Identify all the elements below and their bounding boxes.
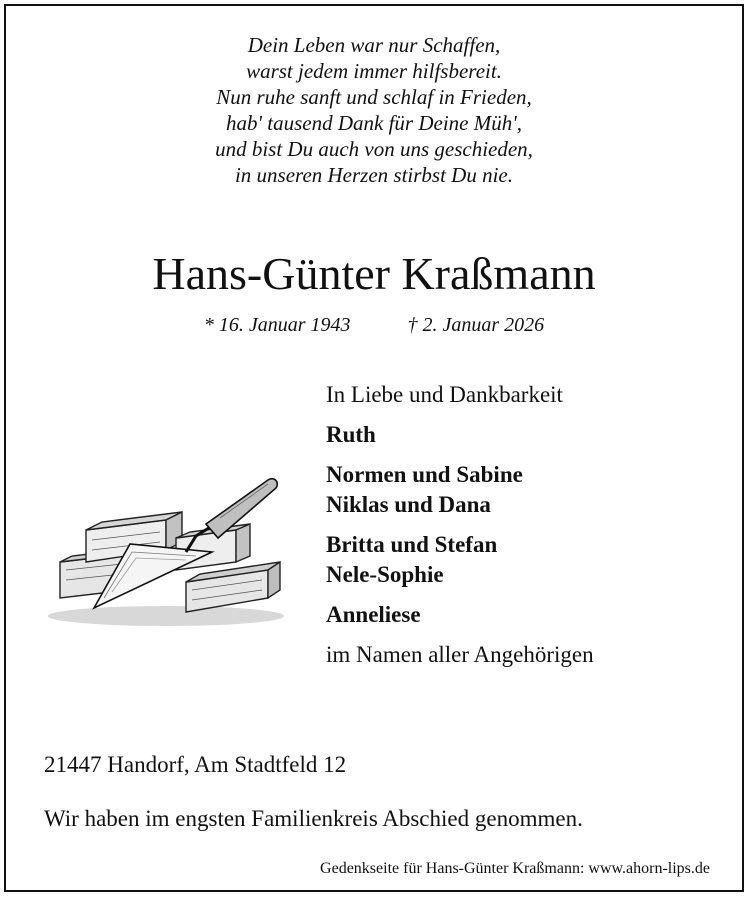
poem-line: Dein Leben war nur Schaffen, [247, 33, 501, 57]
mourner-name: Anneliese [326, 602, 421, 627]
mourner-name: Nele-Sophie [326, 562, 444, 587]
life-dates [6, 314, 742, 337]
mourner-name: Niklas und Dana [326, 492, 491, 517]
mourner-name: Ruth [326, 422, 376, 447]
trowel-and-bricks-icon [36, 466, 296, 646]
closing-statement: Wir haben im engsten Familienkreis Abschied genommen. [44, 806, 583, 831]
poem-line: Nun ruhe sanft und schlaf in Frieden, [216, 85, 532, 109]
obituary-notice [4, 4, 744, 892]
mourner-name: Normen und Sabine [326, 462, 523, 487]
mourners-list [326, 380, 726, 670]
poem-line: und bist Du auch von uns geschieden, [215, 137, 533, 161]
poem-line: warst jedem immer hilfsbereit. [246, 59, 502, 83]
memorial-poem [6, 32, 742, 188]
birth-date: * 16. Januar 1943 [203, 314, 351, 336]
death-date: † 2. Januar 2026 [407, 314, 545, 336]
address: 21447 Handorf, Am Stadtfeld 12 [44, 752, 347, 777]
memorial-page-note: Gedenkseite für Hans-Günter Kraßmann: www.ahorn-lips.de [320, 860, 710, 877]
poem-line: hab' tausend Dank für Deine Müh', [226, 111, 522, 135]
poem-line: in unseren Herzen stirbst Du nie. [234, 163, 514, 187]
deceased-name: Hans-Günter Kraßmann [152, 248, 596, 299]
mourners-intro: In Liebe und Dankbarkeit [326, 382, 563, 407]
mourner-name: Britta und Stefan [326, 532, 498, 557]
mourners-outro: im Namen aller Angehörigen [326, 642, 594, 667]
